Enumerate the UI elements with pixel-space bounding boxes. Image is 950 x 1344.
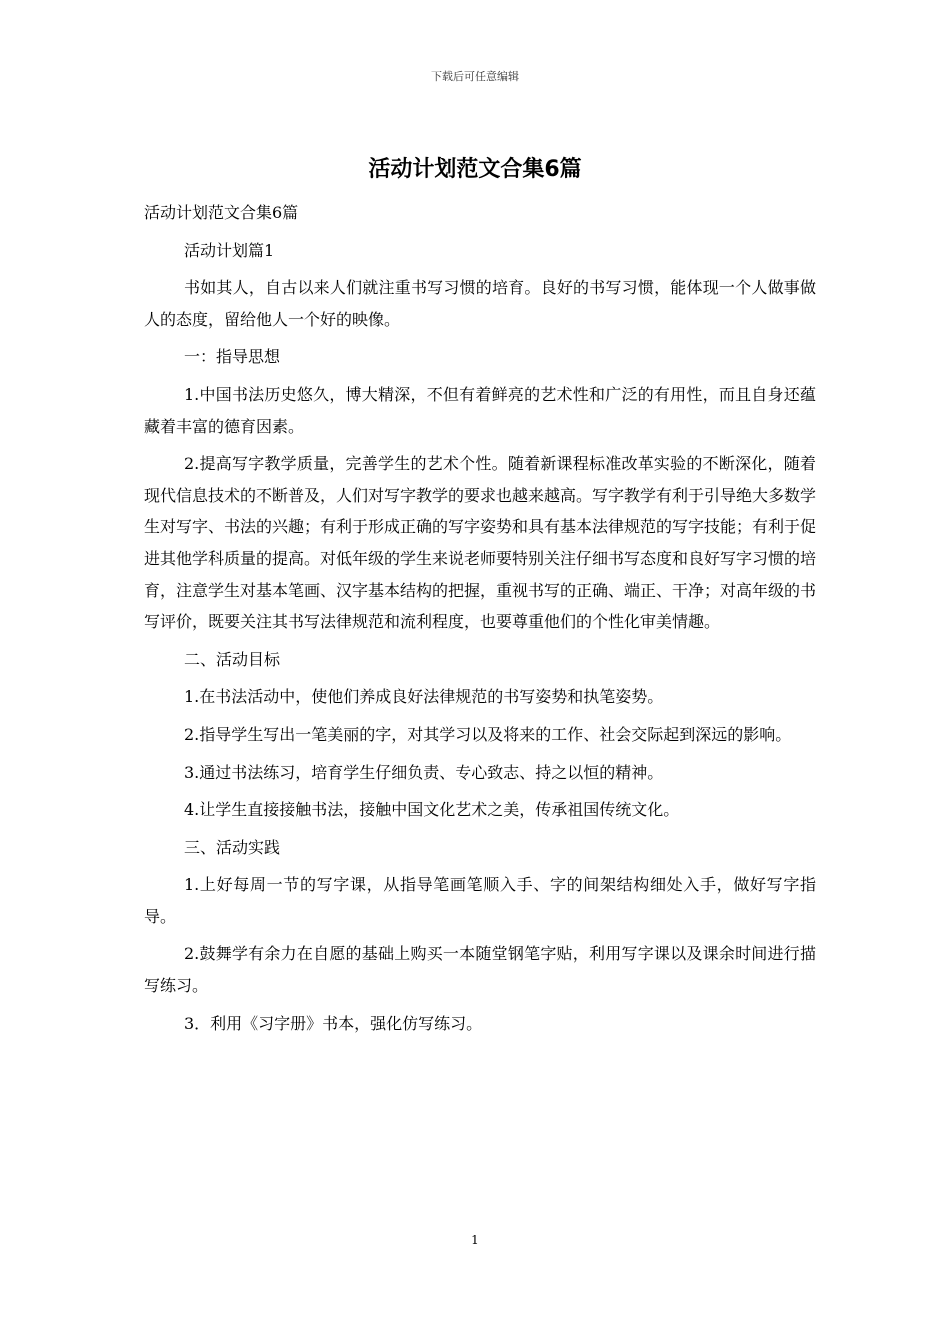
body-paragraph: 3．利用《习字册》书本，强化仿写练习。 [184, 1013, 483, 1033]
body-paragraph: 4.让学生直接接触书法，接触中国文化艺术之美，传承祖国传统文化。 [184, 800, 680, 820]
body-paragraph: 活动计划篇1 [184, 240, 275, 260]
body-paragraph: 1.在书法活动中，使他们养成良好法律规范的书写姿势和执笔姿势。 [184, 687, 664, 707]
document-title: 活动计划范文合集6篇 [368, 157, 582, 182]
header-note: 下载后可任意编辑 [431, 70, 519, 83]
document-body [144, 197, 816, 1045]
body-paragraph: 1.上好每周一节的写字课，从指导笔画笔顺入手、字的间架结构细处入手，做好写字指导。 [144, 875, 816, 926]
body-paragraph: 书如其人，自古以来人们就注重书写习惯的培育。良好的书写习惯，能体现一个人做事做人的态度，留给他人一个好的映像。 [144, 278, 816, 329]
page-number: 1 [471, 1233, 479, 1247]
body-paragraph: 三、活动实践 [184, 837, 281, 857]
body-paragraph: 1.中国书法历史悠久，博大精深，不但有着鲜亮的艺术性和广泛的有用性，而且自身还蕴藏着丰富的德育因素。 [144, 384, 816, 436]
body-paragraph: 活动计划范文合集6篇 [144, 203, 299, 222]
body-paragraph: 2.指导学生写出一笔美丽的字，对其学习以及将来的工作、社会交际起到深远的影响。 [184, 724, 792, 744]
body-paragraph: 2.鼓舞学有余力在自愿的基础上购买一本随堂钢笔字贴，利用写字课以及课余时间进行描写练习。 [144, 944, 816, 996]
body-paragraph: 二、活动目标 [184, 649, 281, 669]
body-paragraph: 3.通过书法练习，培育学生仔细负责、专心致志、持之以恒的精神。 [184, 762, 664, 782]
body-paragraph: 一：指导思想 [184, 347, 281, 367]
body-paragraph: 2.提高写字教学质量，完善学生的艺术个性。随着新课程标准改革实验的不断深化，随着现代信息技术的不断普及，人们对写字教学的要求也越来越高。写字教学有利于引导绝大多数学生对写字、书法的兴趣；有利于形成正确的写字姿势和具有基本法律规范的写字技能；有利于促进其他学科质量的提高。对低年级的学生来说老师要特别关注仔细书写态度和良好写字习惯的培育，注意学生对基本笔画、汉字基本结构的把握，重视书写的正确、端正、干净；对高年级的书写评价，既要关注其书写法律规范和流利程度，也要尊重他们的个性化审美情趣。 [144, 454, 817, 632]
